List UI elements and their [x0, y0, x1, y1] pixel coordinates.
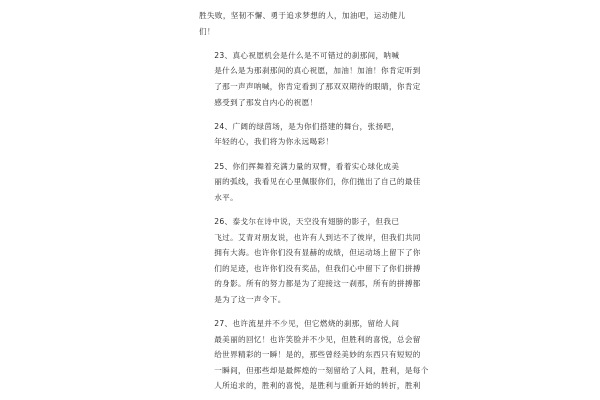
paragraph: [199, 316, 429, 394]
text-line: 25、你们挥舞着充满力量的双臂，看着实心球化成美: [214, 161, 400, 171]
text-line: 是为了这一声令下。: [214, 294, 286, 304]
text-line: 24、广阔的绿茵场，是为你们搭建的舞台，张扬吧，: [214, 121, 400, 131]
text-line: 感受到了那发自内心的祝愿！: [214, 97, 318, 107]
text-line: 给世界精彩的一瞬！是的，那些曾经美妙的东西只有短短的: [214, 350, 421, 360]
text-line: 飞过。艾青对朋友说，也许有人到达不了彼岸，但我们共同: [214, 232, 421, 242]
text-line: 26、泰戈尔在诗中说，天空没有翅膀的影子，但我已: [214, 216, 400, 226]
text-line: 水平。: [214, 192, 239, 202]
text-line: 拥有大海。也许你们没有显赫的成绩，但运动场上留下了你: [214, 248, 421, 258]
text-line: 们！: [199, 26, 215, 36]
text-line: 人所追求的，胜利的喜悦，是胜利与重新开始的转折，胜利: [214, 381, 421, 391]
text-line: 了那一声声呐喊，你肯定看到了那双双期待的眼睛，你肯定: [214, 81, 421, 91]
text-line: 们的足迹，也许你们没有奖品，但我们心中留下了你们拼搏: [214, 263, 421, 273]
text-line: 的身影。所有的努力都是为了迎接这一刹那，所有的拼搏都: [214, 279, 421, 289]
text-line: 年轻的心，我们将为你永远喝彩！: [214, 137, 334, 147]
paragraph: [199, 119, 407, 150]
text-line: 胜失败，坚韧不懈、勇于追求梦想的人，加油吧，运动健儿: [199, 11, 406, 20]
text-line: 27、也许流星并不少见，但它燃烧的刹那，留给人间: [214, 319, 400, 329]
text-line: 最美丽的回忆！也许笑脸并不少见，但胜利的喜悦，总会留: [214, 334, 421, 344]
text-line: 一瞬间，但那些却是最辉煌的一刻留给了人间，胜利，是每个: [214, 365, 429, 375]
text-line: 23、真心祝愿机会是什么是不可错过的刹那间，呐喊: [214, 50, 400, 60]
paragraph: [199, 159, 421, 206]
paragraph: [199, 8, 407, 39]
document-body: [199, 8, 429, 394]
text-line: 丽的弧线，我看见在心里佩服你们，你们抛出了自己的最佳: [214, 177, 421, 187]
text-line: 是什么是为那刹那间的真心祝愿，加油！加油！你肯定听到: [214, 66, 421, 76]
paragraph: [199, 48, 421, 110]
paragraph: [199, 214, 421, 308]
